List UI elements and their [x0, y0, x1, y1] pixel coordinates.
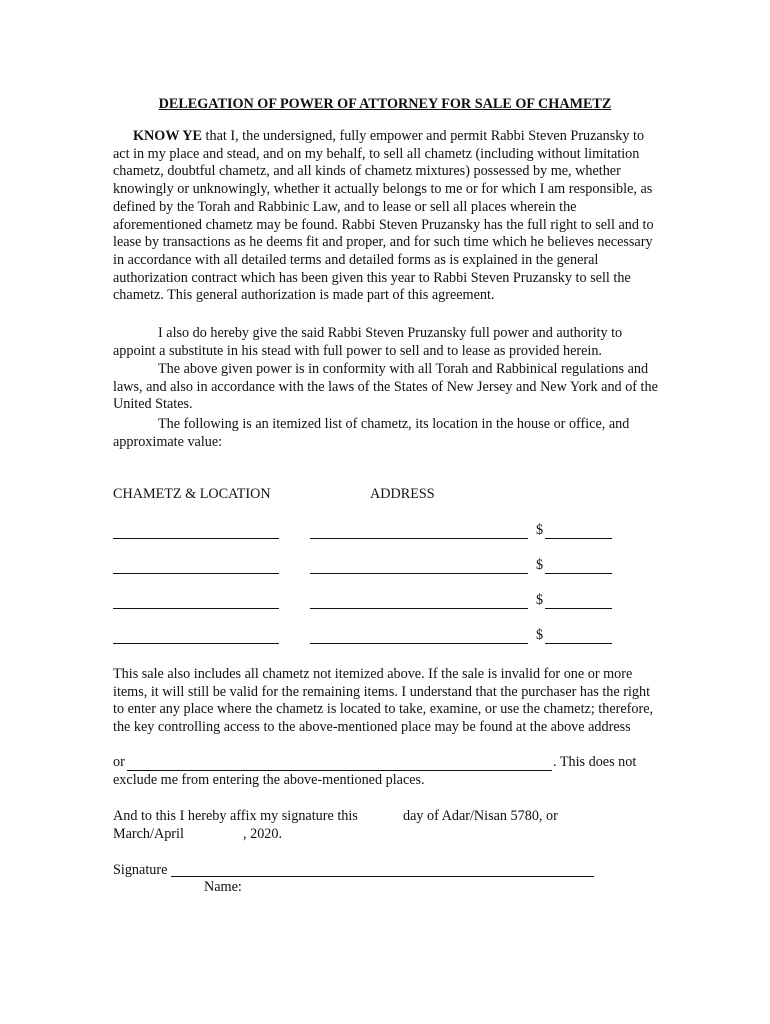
name-label: Name:: [204, 879, 242, 895]
value-blank[interactable]: [545, 538, 612, 539]
address-blank[interactable]: [310, 608, 528, 609]
does-not-text: . This does not: [553, 754, 637, 770]
paragraph-substitute: I also do hereby give the said Rabbi Steven Pruzansky full power and authority to appoint a substitute in his stead with full power to sell and to lease as provided herein.: [113, 325, 623, 359]
value-blank[interactable]: [545, 608, 612, 609]
month-text: March/April: [113, 826, 184, 842]
document-title: DELEGATION OF POWER OF ATTORNEY FOR SALE OF CHAMETZ: [158, 96, 612, 112]
signature-label: Signature: [113, 862, 168, 878]
affix-text: And to this I hereby affix my signature this: [113, 808, 358, 824]
dollar-sign: $: [536, 592, 544, 608]
alternate-address-blank[interactable]: [127, 770, 552, 771]
know-ye-bold: KNOW YE: [133, 128, 202, 144]
intro-text: that I, the undersigned, fully empower and permit Rabbi Steven Pruzansky to act in my place and stead, and on my behalf, to sell all chametz (including without limitation chametz, doubtful chametz, and all kinds of chametz mixtures) possessed by me, whether knowingly or unknowingly, whether it actually belongs to me or for which I am responsible, as defined by the Torah and Rabbinic Law, and to lease or sell all places wherein the aforementioned chametz may be found. Rabbi Steven Pruzansky has the full right to sell and to lease by transactions as he deems fit and proper, and for such time which he believes necessary in accordance with all detailed terms and detailed forms as is explained in the general authorization contract which has been given this year to Rabbi Steven Pruzansky to sell the chametz. This general authorization is made part of this agreement.: [113, 128, 654, 304]
column-header-address: ADDRESS: [370, 486, 435, 502]
chametz-location-blank[interactable]: [113, 643, 279, 644]
column-header-chametz-location: CHAMETZ & LOCATION: [113, 486, 271, 502]
address-blank[interactable]: [310, 538, 528, 539]
chametz-location-blank[interactable]: [113, 573, 279, 574]
chametz-location-blank[interactable]: [113, 608, 279, 609]
value-blank[interactable]: [545, 643, 612, 644]
alternate-address-line: [113, 754, 658, 772]
or-label: or: [113, 754, 125, 770]
signature-blank[interactable]: [171, 876, 594, 877]
dollar-sign: $: [536, 557, 544, 573]
paragraph-exclude: exclude me from entering the above-mentioned places.: [113, 772, 425, 788]
paragraph-intro: [113, 128, 658, 305]
day-text: day of Adar/Nisan 5780, or: [403, 808, 558, 824]
address-blank[interactable]: [310, 643, 528, 644]
paragraph-itemized: The following is an itemized list of chametz, its location in the house or office, and approximate value:: [113, 416, 630, 450]
dollar-sign: $: [536, 627, 544, 643]
paragraph-conformity: The above given power is in conformity with all Torah and Rabbinical regulations and laws, and also in accordance with the laws of the States of New Jersey and New York and of the United States.: [113, 361, 658, 413]
address-blank[interactable]: [310, 573, 528, 574]
paragraph-sale-includes: This sale also includes all chametz not itemized above. If the sale is invalid for one or more items, it will still be valid for the remaining items. I understand that the purchaser has the right to enter any place where the chametz is located to take, examine, or use the chametz; therefore, the key controlling access to the above-mentioned place may be found at the above address: [113, 666, 654, 736]
chametz-location-blank[interactable]: [113, 538, 279, 539]
value-blank[interactable]: [545, 573, 612, 574]
dollar-sign: $: [536, 522, 544, 538]
year-text: , 2020.: [243, 826, 283, 842]
